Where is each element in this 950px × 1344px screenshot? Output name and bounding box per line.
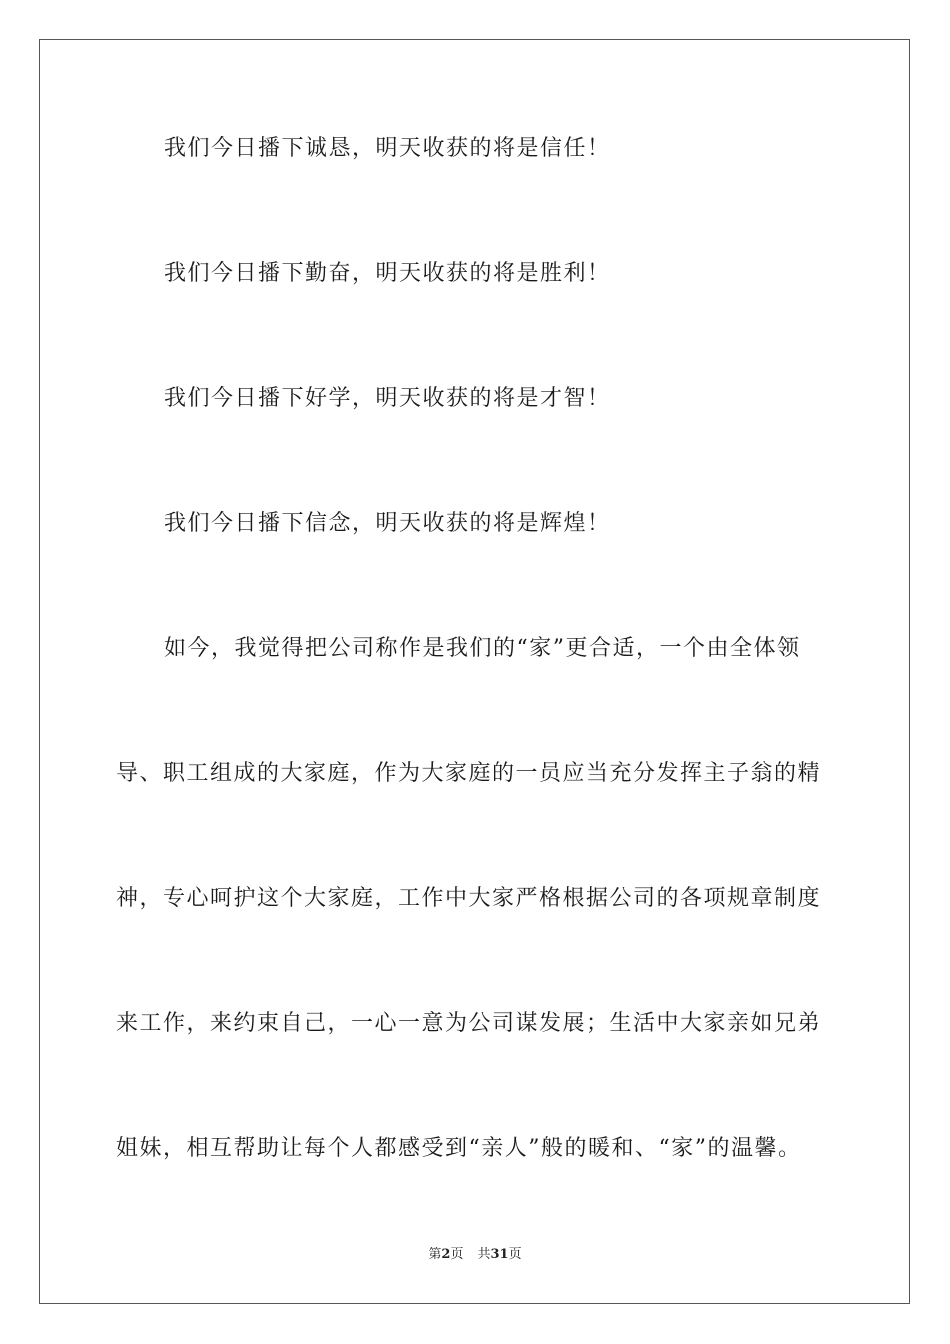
total-prefix: 共 — [477, 1247, 491, 1262]
total-suffix: 页 — [508, 1247, 522, 1262]
paragraph-line-2: 我们今日播下勤奋，明天收获的将是胜利！ — [164, 261, 611, 286]
paragraph-line-7: 神，专心呵护这个大家庭，工作中大家严格根据公司的各项规章制度 — [116, 886, 822, 911]
page-border — [39, 39, 910, 1304]
paragraph-line-4: 我们今日播下信念，明天收获的将是辉煌！ — [164, 511, 611, 536]
page-prefix: 第 — [428, 1247, 442, 1262]
paragraph-line-8: 来工作，来约束自己，一心一意为公司谋发展；生活中大家亲如兄弟 — [116, 1011, 822, 1036]
paragraph-line-5: 如今，我觉得把公司称作是我们的“家”更合适，一个由全体领 — [164, 636, 801, 661]
paragraph-line-3: 我们今日播下好学，明天收获的将是才智！ — [164, 386, 611, 411]
page-footer — [0, 1246, 950, 1264]
paragraph-line-6: 导、职工组成的大家庭，作为大家庭的一员应当充分发挥主子翁的精 — [116, 761, 822, 786]
paragraph-line-1: 我们今日播下诚恳，明天收获的将是信任！ — [164, 136, 611, 161]
page-suffix: 页 — [450, 1247, 464, 1262]
page-number: 2 — [441, 1247, 451, 1262]
total-pages: 31 — [490, 1247, 509, 1262]
paragraph-line-9: 姐妹，相互帮助让每个人都感受到“亲人”般的暖和、“家”的温馨。 — [116, 1136, 802, 1161]
